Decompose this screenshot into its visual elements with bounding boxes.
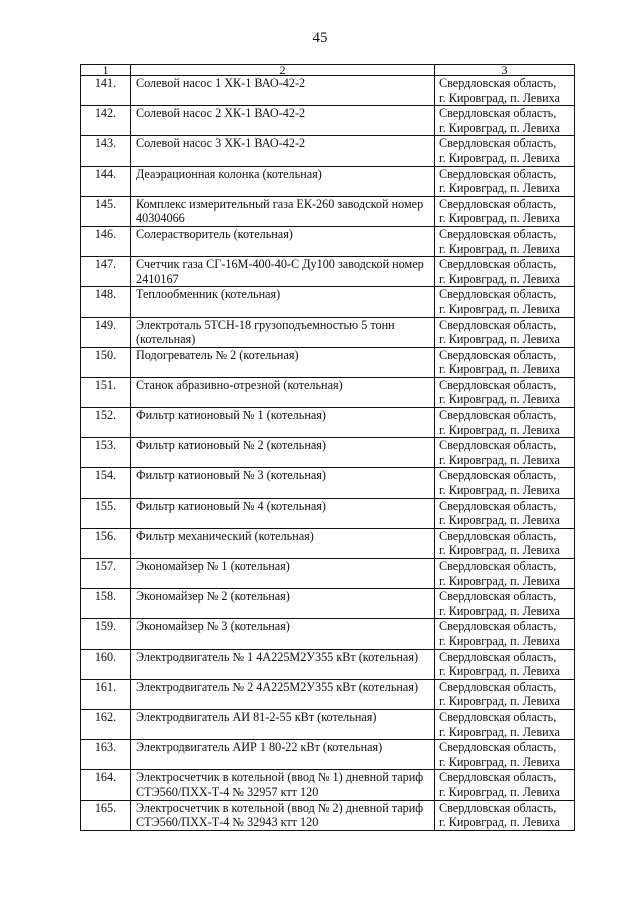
- item-name: Теплообменник (котельная): [131, 287, 435, 317]
- location-town: г. Кировград, п. Левиха: [439, 513, 560, 528]
- item-name: Станок абразивно-отрезной (котельная): [131, 377, 435, 407]
- table-row: [81, 498, 575, 528]
- table-row: [81, 679, 575, 709]
- table-row: [81, 770, 575, 800]
- item-location: [435, 226, 575, 256]
- item-location: [435, 106, 575, 136]
- row-number: 146.: [81, 226, 131, 256]
- table-row: [81, 438, 575, 468]
- header-col-2: 2: [131, 65, 435, 76]
- table-row: [81, 619, 575, 649]
- location-region: Свердловская область,: [439, 76, 557, 90]
- row-number: 142.: [81, 106, 131, 136]
- item-location: [435, 589, 575, 619]
- location-town: г. Кировград, п. Левиха: [439, 452, 560, 467]
- table-row: [81, 740, 575, 770]
- table-row: [81, 106, 575, 136]
- item-name: Комплекс измерительный газа ЕК-260 заводской номер 40304066: [131, 196, 435, 226]
- location-region: Свердловская область,: [439, 377, 557, 392]
- table-row: [81, 76, 575, 106]
- item-name: Фильтр катионовый № 2 (котельная): [131, 438, 435, 468]
- row-number: 157.: [81, 559, 131, 589]
- location-region: Свердловская область,: [439, 226, 557, 241]
- item-location: [435, 196, 575, 226]
- item-location: [435, 528, 575, 558]
- location-town: г. Кировград, п. Левиха: [439, 90, 560, 105]
- item-name: Экономайзер № 2 (котельная): [131, 589, 435, 619]
- item-name: Экономайзер № 1 (котельная): [131, 559, 435, 589]
- item-name: Солевой насос 3 ХК-1 ВАО-42-2: [131, 136, 435, 166]
- location-town: г. Кировград, п. Левиха: [439, 543, 560, 558]
- table-row: [81, 166, 575, 196]
- table-row: [81, 196, 575, 226]
- item-location: [435, 257, 575, 287]
- item-location: [435, 136, 575, 166]
- row-number: 151.: [81, 377, 131, 407]
- row-number: 164.: [81, 770, 131, 800]
- item-name: Электродвигатель АИР 1 80-22 кВт (котельная): [131, 740, 435, 770]
- item-name: Подогреватель № 2 (котельная): [131, 347, 435, 377]
- table-row: [81, 800, 575, 830]
- item-name: Солевой насос 2 ХК-1 ВАО-42-2: [131, 106, 435, 136]
- table-row: [81, 136, 575, 166]
- item-name: Электродвигатель № 1 4А225М2У355 кВт (котельная): [131, 649, 435, 679]
- table-header: [81, 65, 575, 76]
- row-number: 163.: [81, 740, 131, 770]
- row-number: 145.: [81, 196, 131, 226]
- location-town: г. Кировград, п. Левиха: [439, 392, 560, 407]
- item-location: [435, 438, 575, 468]
- item-location: [435, 377, 575, 407]
- location-town: г. Кировград, п. Левиха: [439, 332, 560, 347]
- location-region: Свердловская область,: [439, 679, 557, 694]
- location-town: г. Кировград, п. Левиха: [439, 181, 560, 196]
- table-row: [81, 649, 575, 679]
- item-name: Электросчетчик в котельной (ввод № 2) дневной тариф СТЭ560/ПХХ-Т-4 № 32943 ктт 120: [131, 800, 435, 830]
- row-number: 156.: [81, 528, 131, 558]
- table-row: [81, 589, 575, 619]
- location-town: г. Кировград, п. Левиха: [439, 483, 560, 498]
- table-row: [81, 347, 575, 377]
- location-town: г. Кировград, п. Левиха: [439, 422, 560, 437]
- row-number: 143.: [81, 136, 131, 166]
- item-location: [435, 709, 575, 739]
- location-region: Свердловская область,: [439, 498, 557, 513]
- item-location: [435, 800, 575, 830]
- location-region: Свердловская область,: [439, 166, 557, 181]
- item-name: Деаэрационная колонка (котельная): [131, 166, 435, 196]
- location-region: Свердловская область,: [439, 438, 557, 453]
- location-region: Свердловская область,: [439, 106, 557, 121]
- row-number: 160.: [81, 649, 131, 679]
- item-name: Электродвигатель № 2 4А225М2У355 кВт (котельная): [131, 679, 435, 709]
- location-town: г. Кировград, п. Левиха: [439, 724, 560, 739]
- table-row: [81, 468, 575, 498]
- item-location: [435, 166, 575, 196]
- location-region: Свердловская область,: [439, 559, 557, 573]
- header-row: [81, 65, 575, 76]
- row-number: 165.: [81, 800, 131, 830]
- location-town: г. Кировград, п. Левиха: [439, 120, 560, 135]
- location-region: Свердловская область,: [439, 619, 557, 634]
- item-location: [435, 649, 575, 679]
- item-location: [435, 287, 575, 317]
- item-name: Счетчик газа СГ-16М-400-40-С Ду100 заводской номер 2410167: [131, 257, 435, 287]
- location-region: Свердловская область,: [439, 468, 557, 483]
- location-town: г. Кировград, п. Левиха: [439, 301, 560, 316]
- location-region: Свердловская область,: [439, 740, 557, 755]
- table-row: [81, 287, 575, 317]
- location-region: Свердловская область,: [439, 408, 557, 423]
- row-number: 158.: [81, 589, 131, 619]
- item-location: [435, 619, 575, 649]
- item-name: Фильтр механический (котельная): [131, 528, 435, 558]
- row-number: 141.: [81, 76, 131, 106]
- item-location: [435, 498, 575, 528]
- location-town: г. Кировград, п. Левиха: [439, 664, 560, 679]
- row-number: 161.: [81, 679, 131, 709]
- item-name: Электродвигатель АИ 81-2-55 кВт (котельная): [131, 709, 435, 739]
- row-number: 148.: [81, 287, 131, 317]
- location-region: Свердловская область,: [439, 649, 557, 664]
- location-region: Свердловская область,: [439, 528, 557, 543]
- table-row: [81, 408, 575, 438]
- table-row: [81, 257, 575, 287]
- item-location: [435, 468, 575, 498]
- location-region: Свердловская область,: [439, 800, 557, 815]
- table-row: [81, 377, 575, 407]
- item-name: Солерастворитель (котельная): [131, 226, 435, 256]
- table-body: [81, 76, 575, 831]
- row-number: 154.: [81, 468, 131, 498]
- item-location: [435, 679, 575, 709]
- location-town: г. Кировград, п. Левиха: [439, 694, 560, 709]
- item-name: Солевой насос 1 ХК-1 ВАО-42-2: [131, 76, 435, 106]
- location-town: г. Кировград, п. Левиха: [439, 603, 560, 618]
- table-row: [81, 709, 575, 739]
- location-region: Свердловская область,: [439, 317, 557, 332]
- item-name: Фильтр катионовый № 1 (котельная): [131, 408, 435, 438]
- location-town: г. Кировград, п. Левиха: [439, 241, 560, 256]
- location-town: г. Кировград, п. Левиха: [439, 784, 560, 799]
- header-col-3: 3: [435, 65, 575, 76]
- item-name: Фильтр катионовый № 4 (котельная): [131, 498, 435, 528]
- location-town: г. Кировград, п. Левиха: [439, 754, 560, 769]
- row-number: 149.: [81, 317, 131, 347]
- table-row: [81, 317, 575, 347]
- row-number: 162.: [81, 709, 131, 739]
- location-region: Свердловская область,: [439, 196, 557, 211]
- row-number: 153.: [81, 438, 131, 468]
- table-row: [81, 226, 575, 256]
- item-location: [435, 740, 575, 770]
- location-region: Свердловская область,: [439, 589, 557, 604]
- item-name: Электроталь 5ТСН-18 грузоподъемностью 5 тонн (котельная): [131, 317, 435, 347]
- row-number: 159.: [81, 619, 131, 649]
- location-town: г. Кировград, п. Левиха: [439, 815, 560, 830]
- location-town: г. Кировград, п. Левиха: [439, 362, 560, 377]
- location-region: Свердловская область,: [439, 709, 557, 724]
- item-name: Фильтр катионовый № 3 (котельная): [131, 468, 435, 498]
- item-name: Электросчетчик в котельной (ввод № 1) дневной тариф СТЭ560/ПХХ-Т-4 № 32957 ктт 120: [131, 770, 435, 800]
- row-number: 144.: [81, 166, 131, 196]
- table-row: [81, 528, 575, 558]
- row-number: 150.: [81, 347, 131, 377]
- location-region: Свердловская область,: [439, 287, 557, 302]
- item-location: [435, 347, 575, 377]
- item-location: [435, 408, 575, 438]
- item-name: Экономайзер № 3 (котельная): [131, 619, 435, 649]
- location-town: г. Кировград, п. Левиха: [439, 271, 560, 286]
- location-town: г. Кировград, п. Левиха: [439, 573, 560, 588]
- location-town: г. Кировград, п. Левиха: [439, 211, 560, 226]
- item-location: [435, 770, 575, 800]
- item-location: [435, 76, 575, 106]
- location-region: Свердловская область,: [439, 257, 557, 272]
- header-col-1: 1: [81, 65, 131, 76]
- location-town: г. Кировград, п. Левиха: [439, 150, 560, 165]
- row-number: 155.: [81, 498, 131, 528]
- location-region: Свердловская область,: [439, 770, 557, 785]
- page-number: 45: [312, 30, 328, 46]
- row-number: 147.: [81, 257, 131, 287]
- location-region: Свердловская область,: [439, 347, 557, 362]
- row-number: 152.: [81, 408, 131, 438]
- table-row: [81, 559, 575, 589]
- location-region: Свердловская область,: [439, 136, 557, 151]
- item-location: [435, 317, 575, 347]
- property-table: [80, 64, 575, 831]
- location-town: г. Кировград, п. Левиха: [439, 633, 560, 648]
- item-location: [435, 559, 575, 589]
